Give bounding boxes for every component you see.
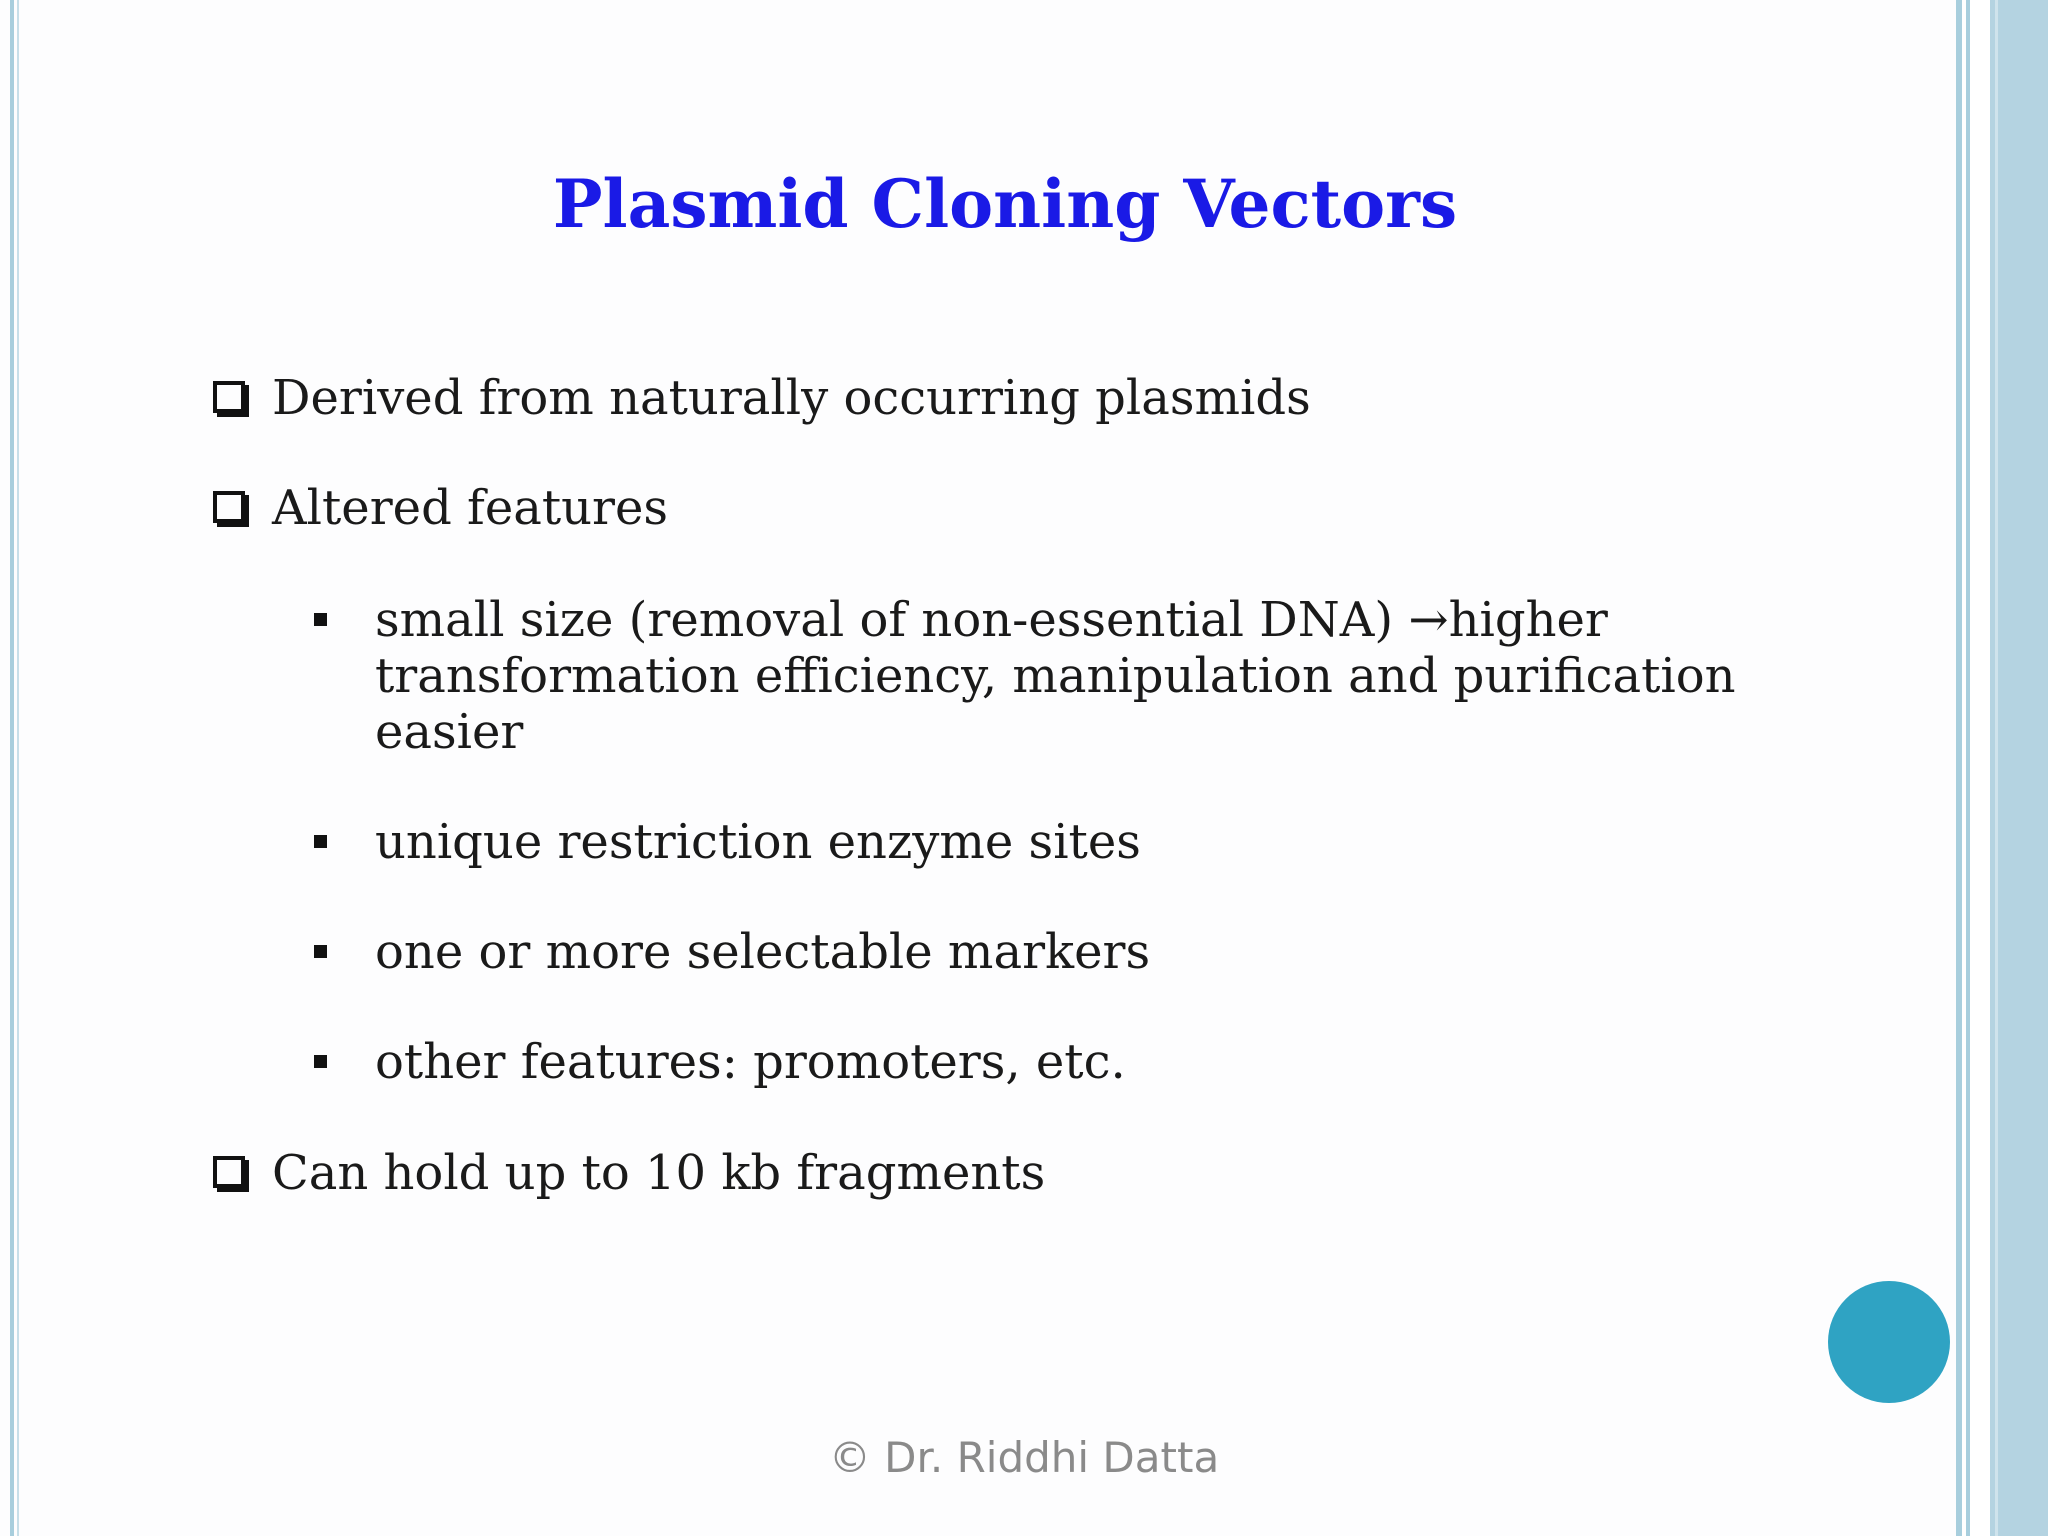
- sub-point-small-size-line-3: easier: [375, 704, 524, 760]
- checkbox-bullet-icon: [213, 381, 245, 413]
- square-bullet-icon: [314, 945, 327, 958]
- sub-point-selectable-markers: one or more selectable markers: [375, 924, 1151, 980]
- bullet-point-capacity: Can hold up to 10 kb fragments: [272, 1145, 1046, 1201]
- sub-point-other-features: other features: promoters, etc.: [375, 1034, 1126, 1090]
- square-bullet-icon: [314, 613, 327, 626]
- slide-title: Plasmid Cloning Vectors: [552, 165, 1458, 243]
- square-bullet-icon: [314, 835, 327, 848]
- copyright-footer: © Dr. Riddhi Datta: [828, 1433, 1220, 1482]
- bullet-point-altered: Altered features: [272, 480, 669, 536]
- square-bullet-icon: [314, 1055, 327, 1068]
- checkbox-bullet-icon: [213, 1156, 245, 1188]
- sub-point-small-size-line-1: small size (removal of non-essential DNA) →higher: [375, 592, 1608, 648]
- bullet-point-derived: Derived from naturally occurring plasmids: [272, 370, 1311, 426]
- checkbox-bullet-icon: [213, 491, 245, 523]
- sub-point-restriction-sites: unique restriction enzyme sites: [375, 814, 1141, 870]
- sub-point-small-size-line-2: transformation efficiency, manipulation and purification: [375, 648, 1736, 704]
- decorative-circle: [1828, 1281, 1950, 1403]
